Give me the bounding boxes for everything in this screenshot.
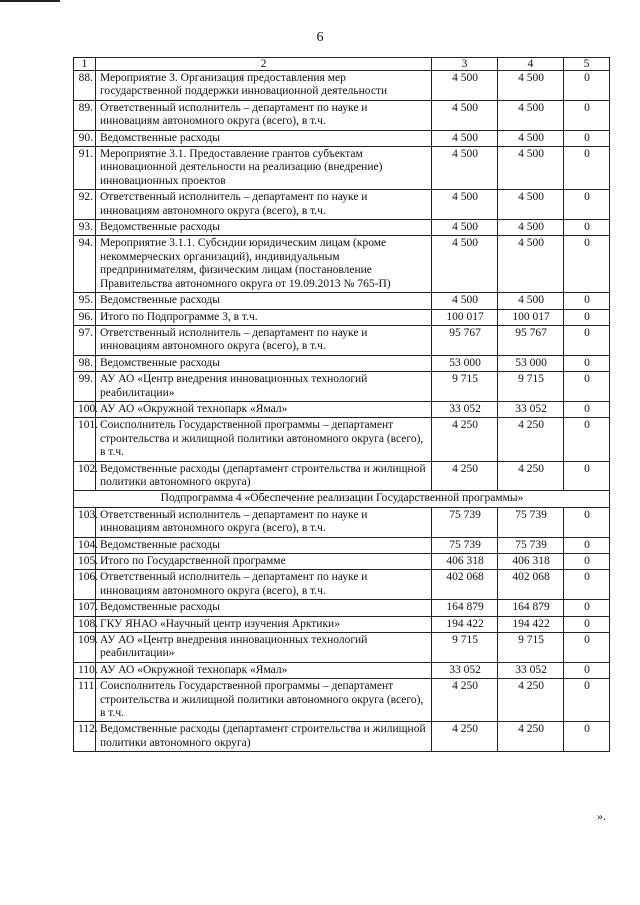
table-row: [74, 461, 610, 491]
value-col3: 4 500: [432, 100, 498, 130]
row-number: 94.: [74, 236, 96, 293]
header-cell: 1: [74, 58, 96, 71]
row-description: Ответственный исполнитель – департамент по науке и инновациям автономного округа (всего), в т.ч.: [96, 100, 432, 130]
row-number: 89.: [74, 100, 96, 130]
value-col3: 4 500: [432, 147, 498, 190]
value-col5: 0: [564, 679, 610, 722]
row-description: Ведомственные расходы (департамент строительства и жилищной политики автономного округа): [96, 722, 432, 752]
value-col3: 33 052: [432, 401, 498, 417]
row-number: 99.: [74, 372, 96, 402]
row-description: Ведомственные расходы: [96, 537, 432, 553]
table-row: [74, 600, 610, 616]
row-number: 100.: [74, 401, 96, 417]
value-col5: 0: [564, 554, 610, 570]
row-number: 107.: [74, 600, 96, 616]
table-row: [74, 100, 610, 130]
value-col3: 9 715: [432, 633, 498, 663]
table-row: [74, 633, 610, 663]
value-col4: 164 879: [498, 600, 564, 616]
value-col4: 4 500: [498, 147, 564, 190]
table-row: [74, 401, 610, 417]
value-col4: 4 250: [498, 418, 564, 461]
row-number: 103.: [74, 507, 96, 537]
row-description: Ответственный исполнитель – департамент по науке и инновациям автономного округа (всего), в т.ч.: [96, 325, 432, 355]
value-col3: 4 500: [432, 220, 498, 236]
section-title: Подпрограмма 4 «Обеспечение реализации Государственной программы»: [74, 491, 610, 507]
header-cell: 2: [96, 58, 432, 71]
header-cell: 5: [564, 58, 610, 71]
table-row: [74, 507, 610, 537]
row-description: Ведомственные расходы: [96, 220, 432, 236]
value-col4: 194 422: [498, 616, 564, 632]
row-number: 88.: [74, 71, 96, 101]
row-number: 110.: [74, 662, 96, 678]
row-number: 98.: [74, 355, 96, 371]
value-col4: 4 500: [498, 236, 564, 293]
value-col5: 0: [564, 220, 610, 236]
table-row: [74, 236, 610, 293]
table-row: [74, 570, 610, 600]
value-col3: 9 715: [432, 372, 498, 402]
value-col3: 75 739: [432, 537, 498, 553]
value-col4: 4 250: [498, 679, 564, 722]
value-col3: 4 250: [432, 679, 498, 722]
row-number: 109.: [74, 633, 96, 663]
row-description: Мероприятие 3.1. Предоставление грантов субъектам инновационной деятельности на реализацию (внедрение) инновационных проектов: [96, 147, 432, 190]
value-col3: 4 500: [432, 293, 498, 309]
row-number: 104.: [74, 537, 96, 553]
row-description: Ответственный исполнитель – департамент по науке и инновациям автономного округа (всего), в т.ч.: [96, 570, 432, 600]
value-col5: 0: [564, 372, 610, 402]
table-row: [74, 722, 610, 752]
row-number: 96.: [74, 309, 96, 325]
row-description: Ведомственные расходы: [96, 600, 432, 616]
row-description: Ответственный исполнитель – департамент по науке и инновациям автономного округа (всего), в т.ч.: [96, 190, 432, 220]
row-description: Ведомственные расходы (департамент строительства и жилищной политики автономного округа): [96, 461, 432, 491]
value-col3: 75 739: [432, 507, 498, 537]
table-row: [74, 325, 610, 355]
table-row: [74, 679, 610, 722]
value-col4: 75 739: [498, 537, 564, 553]
value-col5: 0: [564, 570, 610, 600]
row-description: АУ АО «Центр внедрения инновационных технологий реабилитации»: [96, 633, 432, 663]
closing-quote: ».: [597, 809, 606, 823]
row-number: 95.: [74, 293, 96, 309]
row-description: Ведомственные расходы: [96, 130, 432, 146]
value-col4: 4 500: [498, 190, 564, 220]
value-col4: 4 500: [498, 293, 564, 309]
value-col5: 0: [564, 537, 610, 553]
row-number: 92.: [74, 190, 96, 220]
row-description: Соисполнитель Государственной программы – департамент строительства и жилищной политики автономного округа (всего), в т.ч.: [96, 679, 432, 722]
value-col5: 0: [564, 600, 610, 616]
table-row: [74, 662, 610, 678]
value-col3: 402 068: [432, 570, 498, 600]
value-col3: 4 500: [432, 190, 498, 220]
table-row: [74, 220, 610, 236]
table-row: [74, 554, 610, 570]
value-col5: 0: [564, 418, 610, 461]
row-description: Итого по Государственной программе: [96, 554, 432, 570]
value-col3: 406 318: [432, 554, 498, 570]
row-description: АУ АО «Окружной технопарк «Ямал»: [96, 401, 432, 417]
table-body: [74, 71, 610, 752]
header-cell: 3: [432, 58, 498, 71]
row-description: Ведомственные расходы: [96, 293, 432, 309]
header-cell: 4: [498, 58, 564, 71]
value-col4: 4 500: [498, 130, 564, 146]
budget-table: [73, 57, 610, 752]
row-description: Итого по Подпрограмме 3, в т.ч.: [96, 309, 432, 325]
value-col4: 100 017: [498, 309, 564, 325]
row-number: 90.: [74, 130, 96, 146]
value-col3: 4 500: [432, 130, 498, 146]
value-col5: 0: [564, 100, 610, 130]
value-col5: 0: [564, 293, 610, 309]
value-col5: 0: [564, 633, 610, 663]
row-number: 112.: [74, 722, 96, 752]
row-number: 93.: [74, 220, 96, 236]
value-col5: 0: [564, 236, 610, 293]
section-row: [74, 491, 610, 507]
value-col3: 53 000: [432, 355, 498, 371]
value-col4: 33 052: [498, 662, 564, 678]
row-description: Мероприятие 3.1.1. Субсидии юридическим лицам (кроме некоммерческих организаций), индивидуальным предпринимателям, физическим лицам (постановление Правительства автономного округа от 19.09.2013 № 765-П): [96, 236, 432, 293]
value-col3: 4 500: [432, 236, 498, 293]
row-number: 97.: [74, 325, 96, 355]
value-col3: 95 767: [432, 325, 498, 355]
value-col5: 0: [564, 147, 610, 190]
value-col5: 0: [564, 190, 610, 220]
table-row: [74, 293, 610, 309]
value-col4: 406 318: [498, 554, 564, 570]
value-col4: 4 500: [498, 100, 564, 130]
value-col5: 0: [564, 507, 610, 537]
table-row: [74, 147, 610, 190]
row-number: 101.: [74, 418, 96, 461]
row-description: Ведомственные расходы: [96, 355, 432, 371]
row-number: 111.: [74, 679, 96, 722]
value-col4: 4 500: [498, 220, 564, 236]
table-row: [74, 130, 610, 146]
value-col5: 0: [564, 355, 610, 371]
value-col5: 0: [564, 130, 610, 146]
value-col3: 4 250: [432, 418, 498, 461]
value-col4: 33 052: [498, 401, 564, 417]
table-row: [74, 355, 610, 371]
row-number: 105.: [74, 554, 96, 570]
value-col5: 0: [564, 616, 610, 632]
value-col5: 0: [564, 722, 610, 752]
value-col4: 95 767: [498, 325, 564, 355]
table-row: [74, 309, 610, 325]
value-col4: 402 068: [498, 570, 564, 600]
table-row: [74, 616, 610, 632]
header-row: [74, 58, 610, 71]
row-description: Соисполнитель Государственной программы – департамент строительства и жилищной политики автономного округа (всего), в т.ч.: [96, 418, 432, 461]
value-col5: 0: [564, 401, 610, 417]
value-col5: 0: [564, 71, 610, 101]
value-col3: 194 422: [432, 616, 498, 632]
row-number: 91.: [74, 147, 96, 190]
value-col5: 0: [564, 662, 610, 678]
value-col4: 4 250: [498, 461, 564, 491]
value-col3: 4 250: [432, 722, 498, 752]
row-number: 108.: [74, 616, 96, 632]
value-col5: 0: [564, 325, 610, 355]
value-col3: 100 017: [432, 309, 498, 325]
row-description: АУ АО «Окружной технопарк «Ямал»: [96, 662, 432, 678]
row-description: Ответственный исполнитель – департамент по науке и инновациям автономного округа (всего), в т.ч.: [96, 507, 432, 537]
value-col3: 4 250: [432, 461, 498, 491]
value-col5: 0: [564, 309, 610, 325]
top-rule: [0, 0, 60, 2]
table-row: [74, 537, 610, 553]
row-description: ГКУ ЯНАО «Научный центр изучения Арктики»: [96, 616, 432, 632]
table-row: [74, 71, 610, 101]
row-description: Мероприятие 3. Организация предоставления мер государственной поддержки инновационной деятельности: [96, 71, 432, 101]
page-number: 6: [316, 30, 324, 45]
row-description: АУ АО «Центр внедрения инновационных технологий реабилитации»: [96, 372, 432, 402]
value-col4: 4 500: [498, 71, 564, 101]
table-row: [74, 418, 610, 461]
value-col3: 4 500: [432, 71, 498, 101]
value-col4: 9 715: [498, 633, 564, 663]
table-row: [74, 372, 610, 402]
value-col5: 0: [564, 461, 610, 491]
value-col4: 75 739: [498, 507, 564, 537]
value-col3: 164 879: [432, 600, 498, 616]
row-number: 106.: [74, 570, 96, 600]
value-col4: 4 250: [498, 722, 564, 752]
value-col4: 9 715: [498, 372, 564, 402]
value-col4: 53 000: [498, 355, 564, 371]
table-row: [74, 190, 610, 220]
row-number: 102.: [74, 461, 96, 491]
value-col3: 33 052: [432, 662, 498, 678]
